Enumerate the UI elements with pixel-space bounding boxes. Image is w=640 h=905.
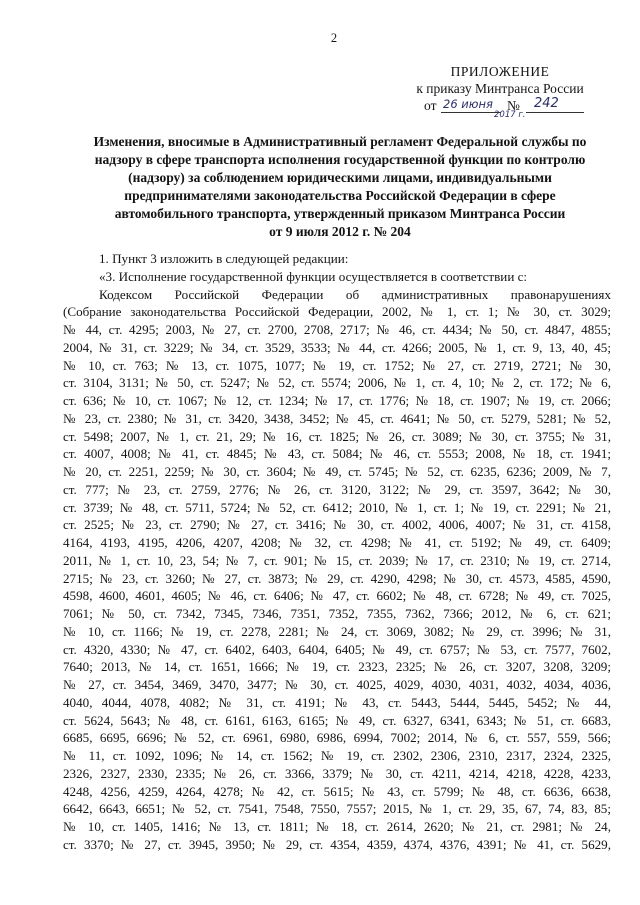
page-number: 2 <box>330 31 338 45</box>
text-line: 6642, 6643, 6651; № 52, ст. 7541, 7548, 7550, 7557; 2015, № 1, ст. 29, 35, 67, 74, 83, 85; <box>63 801 611 817</box>
heading-line: предпринимателями законодательства Российской Федерации в сфере <box>124 188 556 203</box>
item-1-quote: «3. Исполнение государственной функции осуществляется в соответствии с: <box>99 268 528 284</box>
text-line: ст. 3104, 3131; № 50, ст. 5247; № 52, ст. 5574; 2006, № 1, ст. 4, 10; № 2, ст. 172; № 6, <box>63 375 611 391</box>
text-line: 7640; 2013, № 14, ст. 1651, 1666; № 19, ст. 2323, 2325; № 26, ст. 3207, 3208, 3209; <box>63 659 611 675</box>
appendix-block <box>400 64 600 121</box>
text-line: № 10, ст. 1166; № 19, ст. 2278, 2281; № 24, ст. 3069, 3082; № 29, ст. 3996; № 31, <box>63 623 611 639</box>
appendix-title: ПРИЛОЖЕНИЕ <box>450 64 550 79</box>
date-underline <box>441 112 501 113</box>
text-line: 2011, № 1, ст. 10, 23, 54; № 7, ст. 901; № 15, ст. 2039; № 17, ст. 2310; № 19, ст. 2714, <box>63 552 611 568</box>
text-line: № 44, ст. 4295; 2003, № 27, ст. 2700, 2708, 2717; № 46, ст. 4434; № 50, ст. 4847, 4855; <box>63 322 611 337</box>
text-line: 4248, 4256, 4259, 4264, 4278; № 42, ст. 5615; № 43, ст. 5799; № 48, ст. 6636, 6638, <box>63 783 611 799</box>
text-line: (Собрание законодательства Российской Федерации, 2002, № 1, ст. 1; № 30, ст. 3029; <box>63 304 611 320</box>
heading-line: Изменения, вносимые в Административный регламент Федеральной службы по <box>93 134 587 149</box>
text-line: 4598, 4600, 4601, 4605; № 46, ст. 6406; № 47, ст. 6602; № 48, ст. 6728; № 49, ст. 7025, <box>63 588 611 604</box>
text-line: № 10, ст. 763; № 13, ст. 1075, 1077; № 19, ст. 1752; № 27, ст. 2719, 2721; № 30, <box>63 357 611 373</box>
text-line: 4164, 4193, 4195, 4206, 4207, 4208; № 32, ст. 4298; № 41, ст. 5192; № 49, ст. 6409; <box>63 535 611 550</box>
number-underline <box>526 112 584 113</box>
text-line: ст. 2525; № 23, ст. 2790; № 27, ст. 3416; № 30, ст. 4002, 4006, 4007; № 31, ст. 4158, <box>63 517 611 533</box>
text-line: 4040, 4044, 4078, 4082; № 31, ст. 4191; № 43, ст. 5443, 5444, 5445, 5452; № 44, <box>63 694 611 710</box>
text-line: № 23, ст. 2380; № 31, ст. 3420, 3438, 3452; № 45, ст. 4641; № 50, ст. 5279, 5281; № 52, <box>63 410 611 426</box>
text-line: ст. 3739; № 48, ст. 5711, 5724; № 52, ст. 6412; 2010, № 1, ст. 1; № 19, ст. 2291; № 21, <box>63 499 611 515</box>
heading-line: надзору в сфере транспорта исполнения государственной функции по контролю <box>94 152 586 167</box>
text-line: ст. 777; № 23, ст. 2759, 2776; № 26, ст. 3120, 3122; № 29, ст. 3597, 3642; № 30, <box>63 481 611 497</box>
date-prefix: от <box>424 98 437 113</box>
text-line: 2326, 2327, 2330, 2335; № 26, ст. 3366, 3379; № 30, ст. 4211, 4214, 4218, 4228, 4233, <box>63 765 611 781</box>
number-sign: № <box>507 98 520 113</box>
text-line: ст. 5498; 2007, № 1, ст. 21, 29; № 16, ст. 1825; № 26, ст. 3089; № 30, ст. 3755; № 31, <box>63 428 611 444</box>
document-body <box>63 250 611 854</box>
handwritten-year: 2017 г. <box>494 110 526 120</box>
item-1: 1. Пункт 3 изложить в следующей редакции: <box>99 251 349 266</box>
text-line: 7061; № 50, ст. 7342, 7345, 7346, 7351, 7352, 7355, 7362, 7366; 2012, № 6, ст. 621; <box>63 606 611 621</box>
text-line: ст. 4007, 4008; № 41, ст. 4845; № 43, ст. 5084; № 46, ст. 5553; 2008, № 18, ст. 1941; <box>63 446 611 462</box>
text-line: ст. 4320, 4330; № 47, ст. 6402, 6403, 6404, 6405; № 49, ст. 6757; № 53, ст. 7577, 7602, <box>63 641 611 657</box>
text-line: Кодексом Российской Федерации об административных правонарушениях <box>99 286 611 302</box>
handwritten-number: 242 <box>534 96 559 111</box>
text-line: ст. 5624, 5643; № 48, ст. 6161, 6163, 6165; № 49, ст. 6327, 6341, 6343; № 51, ст. 6683, <box>63 712 611 728</box>
heading-line: (надзору) за соблюдением юридическими лицами, индивидуальными <box>128 170 552 185</box>
text-line: ст. 3370; № 27, ст. 3945, 3950; № 29, ст. 4354, 4359, 4374, 4376, 4391; № 41, ст. 5629, <box>63 836 611 852</box>
document-heading <box>60 133 620 241</box>
appendix-date-line <box>424 97 600 121</box>
heading-line: автомобильного транспорта, утвержденный приказом Минтранса России <box>114 206 566 221</box>
text-line: № 10, ст. 1405, 1416; № 13, ст. 1811; № 18, ст. 2614, 2620; № 21, ст. 2981; № 24, <box>63 819 611 834</box>
appendix-order-line: к приказу Минтранса России <box>416 81 584 96</box>
text-line: ст. 636; № 10, ст. 1067; № 12, ст. 1234; № 17, ст. 1776; № 18, ст. 1907; № 19, ст. 2066; <box>63 393 611 408</box>
text-line: 2715; № 23, ст. 3260; № 27, ст. 3873; № 29, ст. 4290, 4298; № 30, ст. 4573, 4585, 4590, <box>63 570 611 586</box>
text-line: 6685, 6695, 6696; № 52, ст. 6961, 6980, 6986, 6994, 7002; 2014, № 6, ст. 557, 559, 566; <box>63 730 611 746</box>
text-line: № 20, ст. 2251, 2259; № 30, ст. 3604; № 49, ст. 5745; № 52, ст. 6235, 6236; 2009, № 7, <box>63 464 611 479</box>
heading-line: от 9 июля 2012 г. № 204 <box>269 224 411 239</box>
text-line: № 27, ст. 3454, 3469, 3470, 3477; № 30, ст. 4025, 4029, 4030, 4031, 4032, 4034, 4036, <box>63 677 611 692</box>
text-line: № 11, ст. 1092, 1096; № 14, ст. 1562; № 19, ст. 2302, 2306, 2310, 2317, 2324, 2325, <box>63 748 611 763</box>
handwritten-date: 26 июня <box>443 97 493 111</box>
text-line: 2004, № 31, ст. 3229; № 34, ст. 3529, 3533; № 44, ст. 4266; 2005, № 1, ст. 9, 13, 40, 45; <box>63 339 611 355</box>
main-text <box>63 286 611 854</box>
